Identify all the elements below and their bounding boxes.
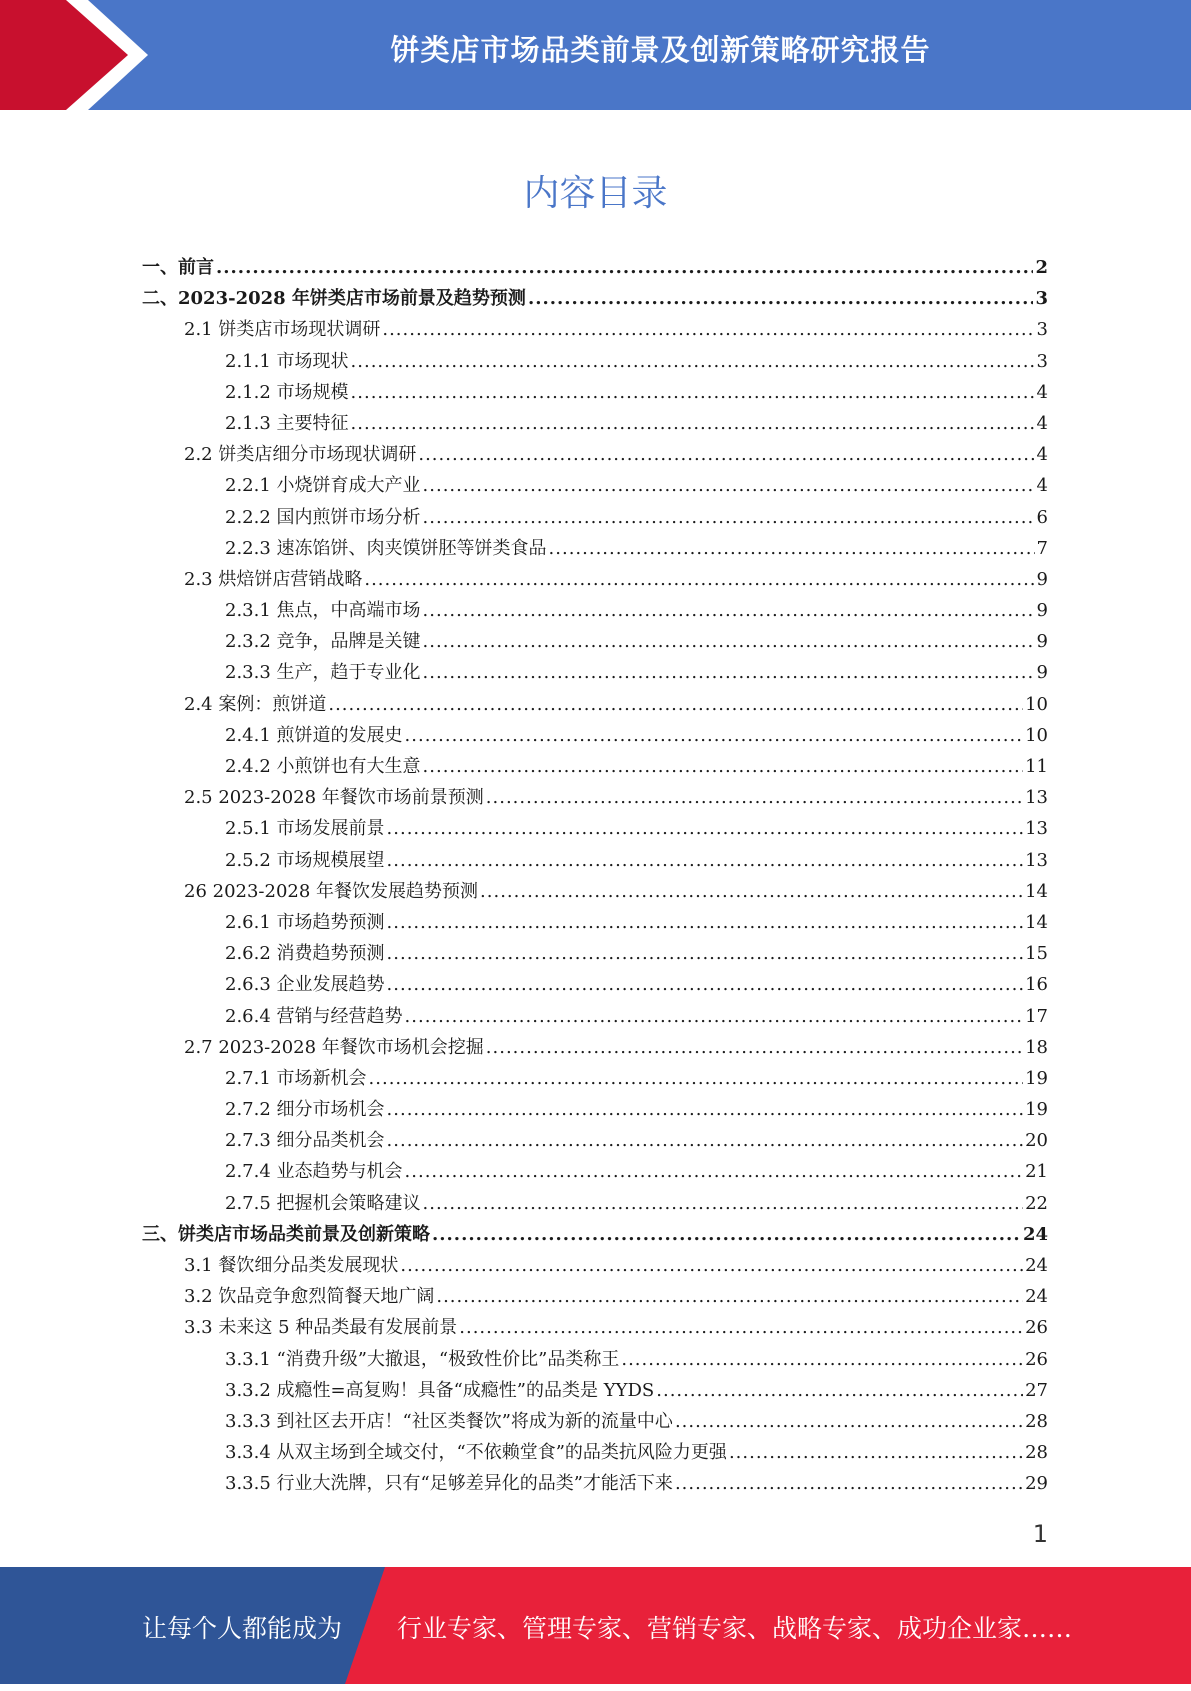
toc-dot-leader [656, 1380, 1023, 1401]
toc-entry-page: 14 [1025, 880, 1048, 902]
toc-dot-leader [423, 475, 1035, 496]
toc-entry-page: 9 [1036, 662, 1048, 684]
table-of-contents [142, 253, 1048, 1501]
toc-entry-label: 2.6.1 市场趋势预测 [225, 911, 385, 933]
toc-dot-leader [423, 756, 1024, 777]
toc-entry-label: 二、2023-2028 年饼类店市场前景及趋势预测 [142, 288, 526, 310]
toc-entry-label: 2.7.3 细分品类机会 [225, 1130, 385, 1152]
toc-entry[interactable] [142, 939, 1048, 970]
toc-entry-label: 三、饼类店市场品类前景及创新策略 [142, 1223, 430, 1245]
toc-entry-page: 17 [1025, 1005, 1048, 1027]
toc-entry-page: 10 [1025, 724, 1048, 746]
toc-entry-label: 一、前言 [142, 257, 214, 278]
toc-entry[interactable] [142, 658, 1048, 689]
toc-entry-page: 28 [1025, 1442, 1048, 1464]
toc-entry-label: 2.7.5 把握机会策略建议 [225, 1192, 421, 1214]
toc-entry-page: 4 [1036, 381, 1048, 403]
toc-entry-page: 11 [1025, 756, 1048, 777]
toc-entry-label: 3.3 未来这 5 种品类最有发展前景 [184, 1317, 458, 1339]
toc-entry[interactable] [142, 503, 1048, 534]
toc-entry-label: 2.6.4 营销与经营趋势 [225, 1005, 403, 1027]
toc-dot-leader [486, 1037, 1023, 1058]
toc-entry-label: 2.2.2 国内煎饼市场分析 [225, 506, 421, 528]
toc-entry-label: 3.3.2 成瘾性=高复购！具备“成瘾性”的品类是 YYDS [225, 1379, 655, 1401]
toc-entry-label: 2.5.2 市场规模展望 [225, 849, 385, 871]
toc-dot-leader [387, 1099, 1024, 1120]
footer-slogan-right: 行业专家、管理专家、营销专家、战略专家、成功企业家…… [397, 1614, 1073, 1643]
toc-dot-leader [387, 974, 1024, 995]
toc-entry-page: 24 [1022, 1223, 1048, 1245]
toc-entry-page: 9 [1036, 568, 1048, 590]
page-number: 1 [1032, 1520, 1048, 1548]
toc-entry[interactable] [142, 1189, 1048, 1220]
toc-dot-leader [405, 1161, 1024, 1182]
toc-entry-page: 13 [1025, 849, 1048, 871]
toc-dot-leader [369, 1068, 1024, 1089]
toc-entry-page: 7 [1036, 537, 1048, 559]
toc-dot-leader [432, 1224, 1021, 1245]
toc-dot-leader [328, 694, 1023, 715]
toc-entry[interactable] [142, 908, 1048, 939]
toc-dot-leader [387, 943, 1024, 964]
toc-entry[interactable] [142, 409, 1048, 440]
toc-entry[interactable] [142, 378, 1048, 409]
toc-entry-page: 10 [1025, 693, 1048, 715]
toc-entry[interactable] [142, 1376, 1048, 1407]
toc-entry-label: 2.1 饼类店市场现状调研 [184, 319, 381, 341]
footer-slogan-left: 让每个人都能成为 [142, 1614, 343, 1643]
toc-entry-page: 18 [1025, 1036, 1048, 1058]
toc-entry-page: 29 [1025, 1473, 1048, 1495]
toc-entry[interactable] [142, 1282, 1048, 1313]
toc-entry-label: 2.3.2 竞争，品牌是关键 [225, 631, 421, 653]
toc-entry[interactable] [142, 1345, 1048, 1376]
toc-entry-label: 2.3 烘焙饼店营销战略 [184, 568, 363, 590]
toc-entry-page: 6 [1036, 506, 1048, 528]
toc-entry-page: 9 [1036, 631, 1048, 653]
toc-dot-leader [351, 382, 1035, 403]
toc-entry-label: 2.2 饼类店细分市场现状调研 [184, 444, 417, 466]
toc-entry[interactable] [142, 471, 1048, 502]
toc-entry-label: 3.3.1 “消费升级”大撤退，“极致性价比”品类称王 [225, 1348, 620, 1370]
toc-dot-leader [351, 351, 1035, 372]
toc-dot-leader [528, 288, 1034, 309]
toc-entry-label: 2.7 2023-2028 年餐饮市场机会挖掘 [184, 1036, 484, 1058]
toc-dot-leader [405, 1006, 1024, 1027]
toc-entry-label: 3.3.4 从双主场到全域交付，“不依赖堂食”的品类抗风险力更强 [225, 1442, 727, 1464]
toc-entry[interactable] [142, 1095, 1048, 1126]
toc-dot-leader [387, 850, 1024, 871]
toc-entry[interactable] [142, 846, 1048, 877]
toc-entry-page: 20 [1025, 1130, 1048, 1152]
toc-entry[interactable] [142, 690, 1048, 721]
toc-entry-page: 21 [1025, 1161, 1048, 1183]
toc-entry-label: 2.5.1 市场发展前景 [225, 818, 385, 840]
toc-entry[interactable] [142, 1064, 1048, 1095]
toc-entry-label: 3.1 餐饮细分品类发展现状 [184, 1255, 399, 1276]
toc-entry-page: 9 [1036, 600, 1048, 622]
toc-entry[interactable] [142, 284, 1048, 315]
toc-entry-label: 26 2023-2028 年餐饮发展趋势预测 [184, 880, 479, 902]
toc-entry-label: 2.2.1 小烧饼育成大产业 [225, 475, 421, 497]
toc-entry-page: 19 [1025, 1067, 1048, 1089]
toc-dot-leader [382, 319, 1034, 340]
toc-entry[interactable] [142, 1157, 1048, 1188]
toc-entry[interactable] [142, 1438, 1048, 1469]
toc-entry[interactable] [142, 1033, 1048, 1064]
toc-dot-leader [486, 787, 1023, 808]
toc-entry-page: 3 [1035, 288, 1048, 310]
toc-entry[interactable] [142, 440, 1048, 471]
toc-entry-label: 2.4.1 煎饼道的发展史 [225, 724, 403, 746]
toc-entry-label: 2.2.3 速冻馅饼、肉夹馍饼胚等饼类食品 [225, 537, 547, 559]
toc-entry-label: 2.3.3 生产，趋于专业化 [225, 662, 421, 684]
toc-entry[interactable] [142, 1220, 1048, 1251]
toc-dot-leader [418, 444, 1034, 465]
toc-entry-page: 28 [1025, 1410, 1048, 1432]
toc-entry-page: 19 [1025, 1099, 1048, 1121]
report-title: 饼类店市场品类前景及创新策略研究报告 [390, 33, 931, 67]
toc-dot-leader [423, 631, 1035, 652]
toc-entry-page: 16 [1025, 974, 1048, 996]
toc-entry[interactable] [142, 565, 1048, 596]
toc-entry-page: 24 [1025, 1255, 1048, 1276]
toc-dot-leader [351, 413, 1035, 434]
toc-entry-page: 15 [1025, 943, 1048, 965]
toc-dot-leader [387, 1130, 1024, 1151]
toc-dot-leader [675, 1473, 1023, 1494]
toc-entry-label: 2.6.2 消费趋势预测 [225, 943, 385, 965]
toc-dot-leader [423, 507, 1035, 528]
toc-entry[interactable] [142, 315, 1048, 346]
toc-entry[interactable] [142, 1126, 1048, 1157]
toc-entry[interactable] [142, 783, 1048, 814]
toc-dot-leader [423, 1193, 1024, 1214]
toc-dot-leader [459, 1317, 1023, 1338]
toc-dot-leader [675, 1411, 1023, 1432]
toc-entry-label: 2.4 案例：煎饼道 [184, 693, 327, 715]
toc-entry-page: 24 [1025, 1286, 1048, 1308]
toc-entry-page: 14 [1025, 911, 1048, 933]
toc-entry-label: 2.7.4 业态趋势与机会 [225, 1161, 403, 1183]
toc-entry[interactable] [142, 814, 1048, 845]
toc-dot-leader [436, 1286, 1023, 1307]
toc-entry-label: 2.6.3 企业发展趋势 [225, 974, 385, 996]
toc-entry-page: 3 [1036, 350, 1048, 372]
toc-entry-page: 13 [1025, 787, 1048, 809]
toc-entry[interactable] [142, 970, 1048, 1001]
page-footer [0, 1567, 1191, 1684]
toc-entry-page: 2 [1035, 257, 1048, 278]
toc-entry-label: 3.3.3 到社区去开店！“社区类餐饮”将成为新的流量中心 [225, 1410, 673, 1432]
toc-entry[interactable] [142, 1407, 1048, 1438]
toc-dot-leader [405, 725, 1024, 746]
toc-entry[interactable] [142, 347, 1048, 378]
toc-entry-label: 2.7.2 细分市场机会 [225, 1099, 385, 1121]
toc-entry-label: 3.3.5 行业大洗牌，只有“足够差异化的品类”才能活下来 [225, 1473, 673, 1495]
toc-entry[interactable] [142, 253, 1048, 284]
toc-entry-page: 27 [1025, 1379, 1048, 1401]
toc-entry-label: 2.4.2 小煎饼也有大生意 [225, 756, 421, 777]
toc-entry[interactable] [142, 596, 1048, 627]
toc-dot-leader [216, 257, 1033, 278]
toc-entry-page: 3 [1036, 319, 1048, 341]
toc-entry[interactable] [142, 627, 1048, 658]
toc-entry[interactable] [142, 877, 1048, 908]
toc-entry-page: 4 [1036, 412, 1048, 434]
toc-dot-leader [621, 1349, 1023, 1370]
toc-entry-page: 13 [1025, 818, 1048, 840]
toc-entry-label: 2.5 2023-2028 年餐饮市场前景预测 [184, 787, 484, 809]
toc-entry-page: 4 [1036, 444, 1048, 466]
toc-entry-label: 2.1.2 市场规模 [225, 381, 349, 403]
toc-entry-label: 2.3.1 焦点，中高端市场 [225, 600, 421, 622]
toc-dot-leader [423, 662, 1035, 683]
toc-entry[interactable] [142, 534, 1048, 565]
toc-entry[interactable] [142, 1002, 1048, 1033]
toc-entry-label: 2.1.1 市场现状 [225, 350, 349, 372]
toc-entry-label: 2.1.3 主要特征 [225, 412, 349, 434]
toc-dot-leader [364, 569, 1034, 590]
toc-entry-label: 2.7.1 市场新机会 [225, 1067, 367, 1089]
toc-entry[interactable] [142, 752, 1048, 783]
toc-entry[interactable] [142, 1251, 1048, 1282]
toc-entry-page: 4 [1036, 475, 1048, 497]
toc-entry-page: 26 [1025, 1348, 1048, 1370]
toc-dot-leader [400, 1255, 1023, 1276]
toc-dot-leader [387, 912, 1024, 933]
toc-entry[interactable] [142, 1313, 1048, 1344]
toc-dot-leader [729, 1442, 1023, 1463]
toc-heading: 内容目录 [523, 173, 668, 214]
toc-entry[interactable] [142, 1469, 1048, 1500]
toc-dot-leader [387, 818, 1024, 839]
toc-entry-label: 3.2 饮品竞争愈烈简餐天地广阔 [184, 1286, 435, 1308]
toc-entry-page: 22 [1025, 1192, 1048, 1214]
toc-entry-page: 26 [1025, 1317, 1048, 1339]
toc-dot-leader [480, 881, 1023, 902]
toc-dot-leader [549, 538, 1035, 559]
toc-dot-leader [423, 600, 1035, 621]
toc-entry[interactable] [142, 721, 1048, 752]
page-header [0, 0, 1191, 110]
